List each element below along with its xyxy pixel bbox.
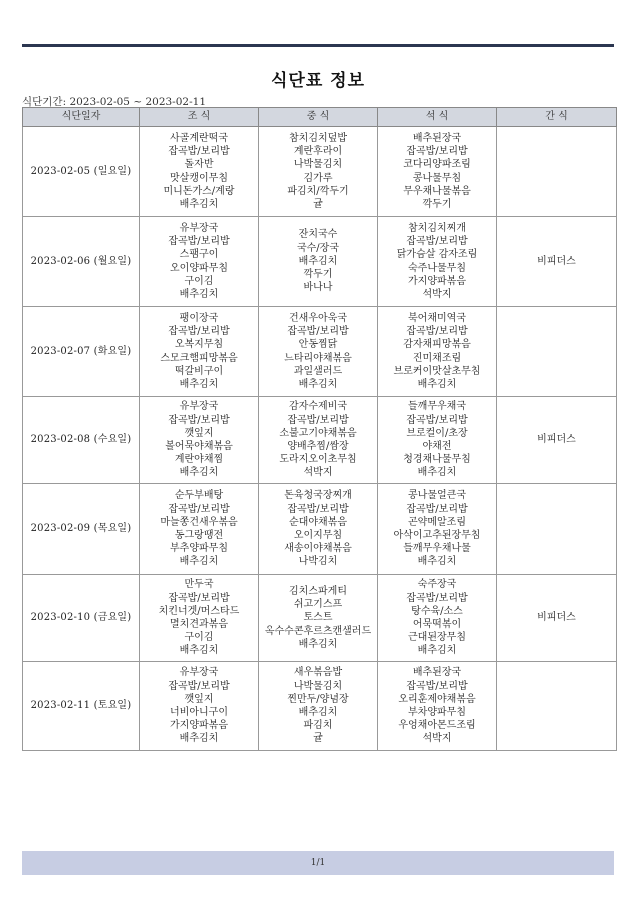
dinner-item: 어묵떡볶이 [412,619,462,630]
lunch-item: 김치스파게티 [289,585,347,597]
dinner-item: 오리훈제야채볶음 [398,693,476,705]
dinner-item: 들깨무우채나물 [403,543,471,555]
menu-table [22,107,617,751]
lunch-item: 귤 [313,198,323,210]
breakfast-item: 사골계란떡국 [170,132,228,144]
cell-date: 2023-02-07 (화요일) [23,307,140,397]
cell-snack [497,575,617,662]
breakfast-item: 잡곡밥/보리밥 [168,503,230,515]
breakfast-item: 오복지무침 [174,339,224,351]
header-breakfast: 조 식 [140,108,259,127]
lunch-item: 찐만두/양념장 [287,693,349,705]
snack-item: 비피더스 [537,434,576,446]
breakfast-item: 배추김치 [179,288,219,300]
dinner-item: 숙주장국 [417,579,457,591]
cell-snack [497,127,617,217]
dinner-item: 잡곡밥/보리밥 [406,326,468,338]
breakfast-item: 맛살캥이무침 [170,172,228,184]
breakfast-item: 깻잎지 [184,427,214,439]
lunch-item: 느타리야채볶음 [284,352,352,364]
lunch-item: 바나나 [303,282,333,294]
lunch-item: 파김치/깍두기 [287,185,349,197]
snack-item: 비피더스 [537,612,576,624]
dinner-item: 배추된장국 [412,132,462,144]
lunch-item: 건새우아욱국 [289,312,347,324]
breakfast-item: 배추김치 [179,467,219,479]
breakfast-item: 유부장국 [179,222,219,234]
dinner-item: 우엉채아몬드조림 [398,720,476,732]
lunch-item: 과일샐러드 [293,365,343,377]
cell-snack [497,397,617,484]
breakfast-item: 마늘쫑건새우볶음 [160,516,238,528]
lunch-item: 오이지무침 [293,530,343,541]
dinner-item: 잡곡밥/보리밥 [406,146,468,158]
table-row [23,127,617,217]
cell-breakfast [140,575,259,662]
lunch-item: 감자수제비국 [289,401,347,413]
lunch-item: 국수/장국 [296,242,339,254]
table-row [23,662,617,751]
dinner-item: 근대된장무침 [408,632,466,644]
breakfast-item: 잡곡밥/보리밥 [168,592,230,604]
table-row [23,575,617,662]
lunch-item: 새송이야채볶음 [284,543,352,555]
cell-lunch [259,127,378,217]
cell-date: 2023-02-06 (월요일) [23,217,140,307]
dinner-item: 청경채나물무침 [403,454,471,466]
breakfast-item: 잡곡밥/보리밥 [168,414,230,426]
dinner-item: 배추김치 [417,556,457,568]
dinner-item: 콩나물무침 [412,172,462,184]
cell-breakfast [140,662,259,751]
cell-snack [497,217,617,307]
cell-breakfast [140,127,259,217]
breakfast-item: 볼어묵야채볶음 [165,441,233,452]
cell-dinner [378,397,497,484]
breakfast-item: 오이양파무침 [170,262,228,274]
breakfast-item: 떡갈비구이 [174,365,224,377]
lunch-item: 소불고기야채볶음 [279,427,357,439]
dinner-item: 석박지 [422,733,452,745]
breakfast-item: 잡곡밥/보리밥 [168,326,230,338]
breakfast-item: 유부장국 [179,667,219,679]
cell-date: 2023-02-05 (일요일) [23,127,140,217]
dinner-item: 곤약메알조림 [408,516,466,528]
menu-table-body [23,127,617,751]
dinner-item: 잡곡밥/보리밥 [406,414,468,426]
cell-dinner [378,575,497,662]
dinner-item: 잡곡밥/보리밥 [406,236,468,248]
dinner-item: 가지양파볶음 [408,275,466,287]
dinner-item: 콩나물얼큰국 [408,490,466,502]
breakfast-item: 가지양파볶음 [170,720,228,732]
dinner-item: 부차양파무침 [408,707,466,718]
dinner-item: 참치김치찌개 [408,222,466,234]
cell-snack [497,662,617,751]
cell-lunch [259,217,378,307]
dinner-item: 감자채피망볶음 [403,339,471,351]
header-dinner: 석 식 [378,108,497,127]
lunch-item: 잔치국수 [298,229,338,241]
header-lunch: 중 식 [259,108,378,127]
dinner-item: 배추김치 [417,645,457,657]
breakfast-item: 너비아니구이 [170,707,228,718]
dinner-item: 탕수육/소스 [411,605,463,617]
lunch-item: 석박지 [303,467,333,479]
breakfast-item: 잡곡밥/보리밥 [168,146,230,158]
cell-snack [497,484,617,575]
breakfast-item: 계란야채찜 [174,454,224,466]
table-row [23,217,617,307]
cell-breakfast [140,217,259,307]
lunch-item: 잡곡밥/보리밥 [287,414,349,426]
dinner-item: 무우채나물볶음 [403,185,471,197]
breakfast-item: 잡곡밥/보리밥 [168,236,230,248]
lunch-item: 귤 [313,733,323,745]
table-row [23,484,617,575]
table-header-row [23,108,617,127]
cell-lunch [259,575,378,662]
lunch-item: 김가루 [303,172,333,184]
dinner-item: 브로컬이/초장 [406,427,468,439]
breakfast-item: 깻잎지 [184,693,214,705]
breakfast-item: 돌자반 [184,159,214,171]
lunch-item: 양배추찜/쌈장 [287,441,349,452]
cell-dinner [378,307,497,397]
breakfast-item: 배추김치 [179,198,219,210]
cell-lunch [259,484,378,575]
header-snack: 간 식 [497,108,617,127]
cell-date: 2023-02-10 (금요일) [23,575,140,662]
dinner-item: 닭가슴살 감자조림 [396,249,478,261]
dinner-item: 석박지 [422,288,452,300]
breakfast-item: 치킨너겟/머스타드 [158,605,240,617]
lunch-item: 참치김치덮밥 [289,132,347,144]
lunch-item: 도라지오이초무침 [279,454,357,466]
dinner-item: 아삭이고추된장무침 [393,530,481,541]
dinner-item: 야채전 [422,441,452,452]
cell-dinner [378,127,497,217]
dinner-item: 배추김치 [417,378,457,390]
cell-dinner [378,662,497,751]
lunch-item: 파김치 [303,720,333,732]
lunch-item: 새우볶음밥 [293,667,343,679]
lunch-item: 토스트 [303,612,333,624]
dinner-item: 깍두기 [422,198,452,210]
dinner-item: 배추된장국 [412,667,462,679]
dinner-item: 잡곡밥/보리밥 [406,592,468,604]
cell-breakfast [140,307,259,397]
lunch-item: 계란후라이 [293,146,343,158]
breakfast-item: 동그랑땡전 [174,530,224,541]
header-date: 식단일자 [23,108,140,127]
breakfast-item: 배추김치 [179,645,219,657]
cell-breakfast [140,484,259,575]
lunch-item: 배추김치 [298,378,338,390]
breakfast-item: 배추김치 [179,556,219,568]
lunch-item: 잡곡밥/보리밥 [287,503,349,515]
menu-period: 식단기간: 2023-02-05 ~ 2023-02-11 [22,96,206,108]
lunch-item: 배추김치 [298,707,338,718]
lunch-item: 돈육청국장찌개 [284,490,352,502]
cell-date: 2023-02-09 (목요일) [23,484,140,575]
breakfast-item: 유부장국 [179,401,219,413]
cell-lunch [259,397,378,484]
breakfast-item: 구이김 [184,275,214,287]
table-row [23,397,617,484]
lunch-item: 순대야채볶음 [289,516,347,528]
dinner-item: 잡곡밥/보리밥 [406,503,468,515]
lunch-item: 깍두기 [303,269,333,281]
lunch-item: 안동찜닭 [298,339,338,351]
cell-breakfast [140,397,259,484]
cell-date: 2023-02-08 (수요일) [23,397,140,484]
lunch-item: 옥수수콘후르츠캔샐러드 [264,625,372,637]
lunch-item: 배추김치 [298,638,338,650]
lunch-item: 나박물김치 [293,680,343,692]
dinner-item: 들깨무우채국 [408,401,466,413]
dinner-item: 숙주나물무침 [408,262,466,274]
lunch-item: 나박김치 [298,556,338,568]
page-title: 식단표 정보 [270,71,366,91]
breakfast-item: 스팸구이 [179,249,219,261]
breakfast-item: 부추양파무침 [170,543,228,555]
breakfast-item: 순두부배탕 [174,490,224,502]
cell-snack [497,307,617,397]
lunch-item: 배추김치 [298,255,338,267]
breakfast-item: 멸치견과볶음 [170,619,228,630]
top-rule [22,44,614,47]
breakfast-item: 배추김치 [179,378,219,390]
breakfast-item: 미니돈가스/계랑 [163,185,235,197]
table-row [23,307,617,397]
breakfast-item: 구이김 [184,632,214,644]
dinner-item: 브로커이맛살초무침 [393,365,481,377]
dinner-item: 잡곡밥/보리밥 [406,680,468,692]
breakfast-item: 배추김치 [179,733,219,745]
lunch-item: 나박물김치 [293,159,343,171]
dinner-item: 코다리양파조림 [403,159,471,171]
snack-item: 비피더스 [537,255,576,267]
breakfast-item: 스모크햄피망볶음 [160,352,238,364]
lunch-item: 쉬고기스프 [293,599,343,611]
breakfast-item: 잡곡밥/보리밥 [168,680,230,692]
cell-date: 2023-02-11 (토요일) [23,662,140,751]
breakfast-item: 만두국 [184,579,214,591]
cell-dinner [378,484,497,575]
dinner-item: 북어채미역국 [408,312,466,324]
cell-lunch [259,662,378,751]
page-number: 1/1 [310,858,326,868]
cell-lunch [259,307,378,397]
breakfast-item: 팽이장국 [179,312,219,324]
footer-bar [22,851,614,875]
cell-dinner [378,217,497,307]
lunch-item: 잡곡밥/보리밥 [287,326,349,338]
dinner-item: 진미채조림 [412,352,462,364]
dinner-item: 배추김치 [417,467,457,479]
